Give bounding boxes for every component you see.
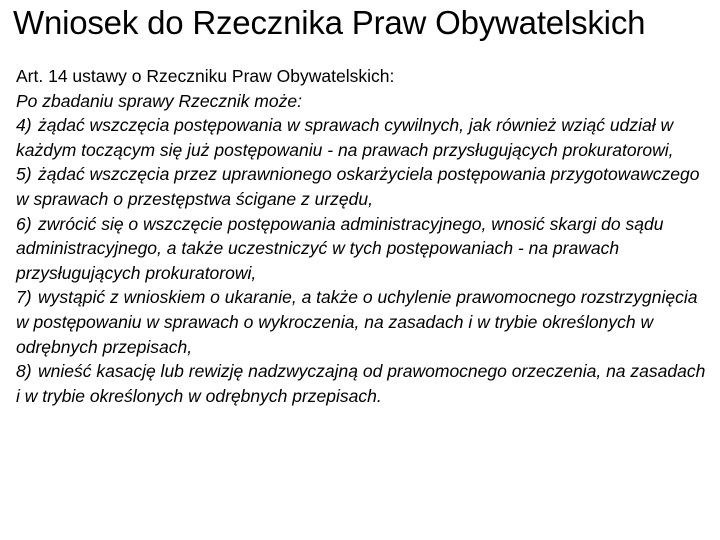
item-number: 8) — [16, 361, 32, 382]
item-text: wystąpić z wnioskiem o ukaranie, a także o uchylenie prawomocnego rozstrzygnięcia w postępowaniu w sprawach o wykroczenia, na zasadach i w trybie określonych w odrębnych przepisach, — [16, 287, 698, 357]
item-text: żądać wszczęcia przez uprawnionego oskarżyciela postępowania przygotowawczego w sprawach o przestępstwa ścigane z urzędu, — [16, 164, 700, 209]
list-item — [16, 212, 706, 286]
list-item — [16, 285, 706, 359]
item-text: zwrócić się o wszczęcie postępowania administracyjnego, wnosić skargi do sądu administracyjnego, a także uczestniczyć w tych postępowaniach - na prawach przysługujących prokuratorowi, — [16, 213, 664, 283]
item-number: 6) — [16, 213, 32, 234]
lead-sentence: Po zbadaniu sprawy Rzecznik może: — [16, 90, 302, 111]
item-number: 7) — [16, 287, 32, 308]
slide-body — [16, 64, 706, 408]
list-item — [16, 113, 706, 162]
item-text: wnieść kasację lub rewizję nadzwyczajną od prawomocnego orzeczenia, na zasadach i w trybie określonych w odrębnych przepisach. — [16, 361, 706, 406]
article-reference: Art. 14 ustawy o Rzeczniku Praw Obywatelskich: — [16, 66, 395, 86]
item-text: żądać wszczęcia postępowania w sprawach cywilnych, jak również wziąć udział w każdym toczącym się już postępowaniu - na prawach przysługujących prokuratorowi, — [16, 115, 674, 160]
item-number: 5) — [16, 164, 32, 185]
slide-title: Wniosek do Rzecznika Praw Obywatelskich — [13, 4, 646, 41]
list-item — [16, 359, 706, 408]
list-item — [16, 162, 706, 211]
item-number: 4) — [16, 115, 32, 136]
